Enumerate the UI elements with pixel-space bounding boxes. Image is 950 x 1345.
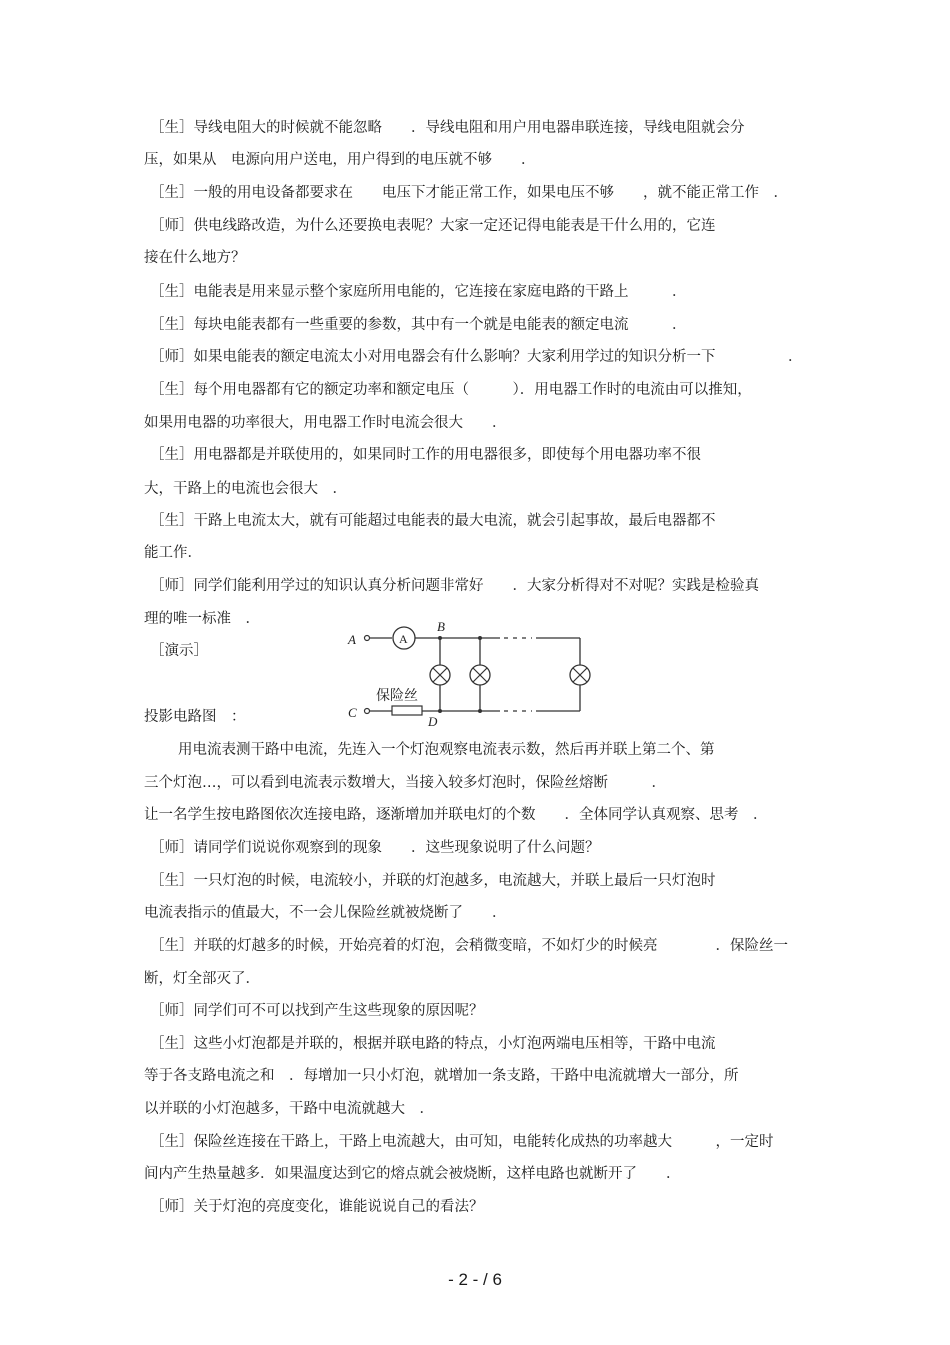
text-line: ［生］一般的用电设备都要求在 电压下才能正常工作，如果电压不够 ，就不能正常工作 ． [150, 185, 788, 201]
text-line: ［师］供电线路改造，为什么还要换电表呢？大家一定还记得电能表是干什么用的，它连 [150, 218, 716, 234]
text-line: ［生］并联的灯越多的时候，开始亮着的灯泡，会稍微变暗，不如灯少的时候亮 ．保险丝一 [150, 938, 788, 954]
text-line: ［生］用电器都是并联使用的，如果同时工作的用电器很多，即使每个用电器功率不很 [150, 447, 701, 463]
text-line: 接在什么地方？ [144, 250, 246, 266]
text-line: 让一名学生按电路图依次连接电路，逐渐增加并联电灯的个数 ．全体同学认真观察、思考 ． [144, 807, 768, 823]
text-line: ［生］一只灯泡的时候，电流较小，并联的灯泡越多，电流越大，并联上最后一只灯泡时 [150, 873, 716, 889]
ammeter-label: A [399, 632, 408, 646]
circuit-diagram [340, 618, 610, 728]
text-line: ［生］这些小灯泡都是并联的，根据并联电路的特点，小灯泡两端电压相等，干路中电流 [150, 1036, 716, 1052]
text-line: 断，灯全部灭了． [144, 971, 260, 987]
text-line: 理的唯一标准 ． [144, 611, 260, 627]
text-line: 以并联的小灯泡越多，干路中电流就越大 ． [144, 1101, 434, 1117]
lamp-branch-3 [570, 638, 590, 711]
demo-label: ［演示］ [150, 643, 208, 659]
text-line: 三个灯泡…，可以看到电流表示数增大，当接入较多灯泡时，保险丝熔断 ． [144, 775, 666, 791]
lamp-branch-2 [470, 638, 490, 711]
projection-label: 投影电路图 ： [144, 709, 246, 725]
text-line: ［师］请同学们说说你观察到的现象 ．这些现象说明了什么问题？ [150, 840, 600, 856]
text-line: 等于各支路电流之和 ．每增加一只小灯泡，就增加一条支路，干路中电流就增大一部分，所 [144, 1068, 739, 1084]
text-line: ［师］同学们可不可以找到产生这些现象的原因呢？ [150, 1003, 484, 1019]
terminal-a [365, 636, 370, 641]
text-line: ［师］如果电能表的额定电流太小对用电器会有什么影响？大家利用学过的知识分析一下 ． [150, 349, 803, 365]
point-a-label: A [348, 632, 356, 647]
fuse-icon [392, 706, 422, 715]
text-line: ［生］导线电阻大的时候就不能忽略 ．导线电阻和用户用电器串联连接，导线电阻就会分 [150, 120, 745, 136]
text-line: 用电流表测干路中电流，先连入一个灯泡观察电流表示数，然后再并联上第二个、第 [178, 742, 715, 758]
text-line: 能工作． [144, 545, 202, 561]
text-line: ［生］保险丝连接在干路上，干路上电流越大，由可知，电能转化成热的功率越大 ，一定时 [150, 1134, 774, 1150]
point-b-label: B [437, 619, 445, 634]
terminal-c [365, 709, 370, 714]
text-line: 间内产生热量越多．如果温度达到它的熔点就会被烧断，这样电路也就断开了 ． [144, 1166, 681, 1182]
text-line: ［生］每个用电器都有它的额定功率和额定电压（ ）．用电器工作时的电流由可以推知， [150, 382, 752, 398]
lamp-branch-1 [430, 638, 450, 711]
text-line: ［生］每块电能表都有一些重要的参数，其中有一个就是电能表的额定电流 ． [150, 317, 687, 333]
point-d-label: D [428, 714, 438, 728]
text-line: ［生］电能表是用来显示整个家庭所用电能的，它连接在家庭电路的干路上 ． [150, 284, 687, 300]
text-line: ［生］干路上电流太大，就有可能超过电能表的最大电流，就会引起事故，最后电器都不 [150, 513, 716, 529]
text-line: 压，如果从 电源向用户送电，用户得到的电压就不够 ． [144, 152, 536, 168]
text-line: ［师］关于灯泡的亮度变化，谁能说说自己的看法？ [150, 1199, 484, 1215]
text-line: ［师］同学们能利用学过的知识认真分析问题非常好 ．大家分析得对不对呢？实践是检验真 [150, 578, 759, 594]
point-c-label: C [348, 705, 357, 720]
text-line: 如果用电器的功率很大，用电器工作时电流会很大 ． [144, 415, 507, 431]
page-number: - 2 - / 6 [448, 1270, 502, 1289]
text-line: 电流表指示的值最大，不一会儿保险丝就被烧断了 ． [144, 905, 507, 921]
text-line: 大，干路上的电流也会很大 ． [144, 481, 347, 497]
fuse-label: 保险丝 [376, 688, 418, 704]
